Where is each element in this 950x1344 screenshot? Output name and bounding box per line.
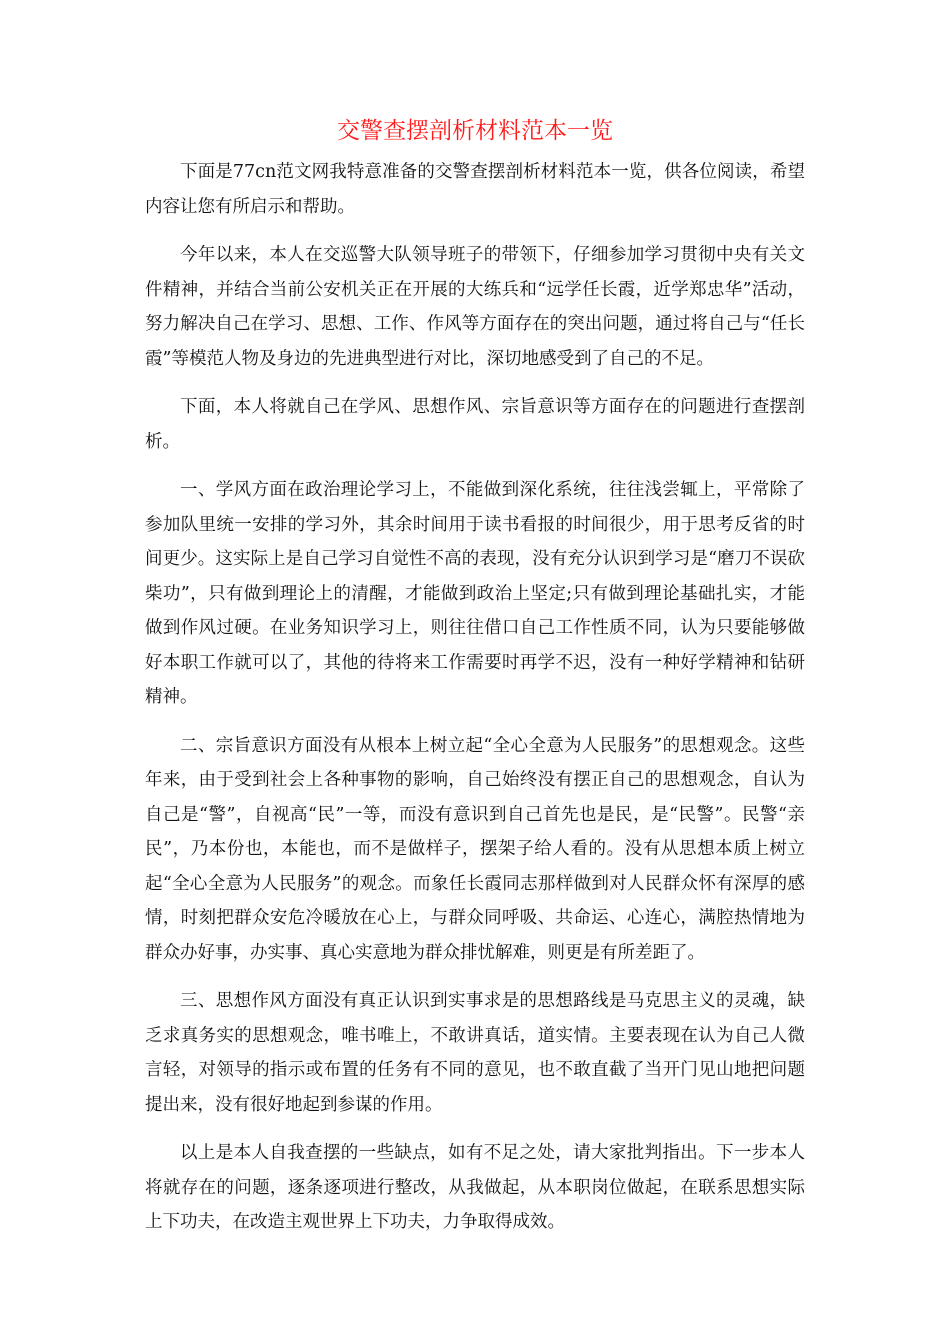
- paragraph-overview: 今年以来，本人在交巡警大队领导班子的带领下，仔细参加学习贯彻中央有关文件精神，并结合当前公安机关正在开展的大练兵和“远学任长霞，近学郑忠华”活动，努力解决自己在学习、思想、工作、作风等方面存在的突出问题，通过将自己与“任长霞”等模范人物及身边的先进典型进行对比，深切地感受到了自己的不足。: [145, 245, 805, 369]
- document-body: [145, 155, 805, 1254]
- paragraph-purpose-awareness: 二、宗旨意识方面没有从根本上树立起“全心全意为人民服务”的思想观念。这些年来，由于受到社会上各种事物的影响，自己始终没有摆正自己的思想观念，自认为自己是“警”，自视高“民”一等，而没有意识到自己首先也是民，是“民警”。民警“亲民”，乃本份也，本能也，而不是做样子，摆架子给人看的。没有从思想本质上树立起“全心全意为人民服务”的观念。而象任长霞同志那样做到对人民群众怀有深厚的感情，时刻把群众安危冷暖放在心上，与群众同呼吸、共命运、心连心，满腔热情地为群众办好事，办实事、真心实意地为群众排忧解难，则更是有所差距了。: [145, 735, 805, 963]
- paragraph-thought-style: 三、思想作风方面没有真正认识到实事求是的思想路线是马克思主义的灵魂，缺乏求真务实的思想观念，唯书唯上，不敢讲真话，道实情。主要表现在认为自己人微言轻，对领导的指示或布置的任务有不同的意见，也不敢直截了当开门见山地把问题提出来，没有很好地起到参谋的作用。: [145, 991, 805, 1115]
- paragraph-study-style: 一、学风方面在政治理论学习上，不能做到深化系统，往往浅尝辄上，平常除了参加队里统一安排的学习外，其余时间用于读书看报的时间很少，用于思考反省的时间更少。这实际上是自己学习自觉性不高的表现，没有充分认识到学习是“磨刀不误砍柴功”，只有做到理论上的清醒，才能做到政治上坚定;只有做到理论基础扎实，才能做到作风过硬。在业务知识学习上，则往往借口自己工作性质不同，认为只要能够做好本职工作就可以了，其他的待将来工作需要时再学不迟，没有一种好学精神和钻研精神。: [145, 480, 805, 707]
- document-title: 交警查摆剖析材料范本一览: [337, 118, 613, 144]
- paragraph-intro: 下面是77cn范文网我特意准备的交警查摆剖析材料范本一览，供各位阅读，希望内容让您有所启示和帮助。: [145, 162, 805, 217]
- paragraph-transition: 下面，本人将就自己在学风、思想作风、宗旨意识等方面存在的问题进行查摆剖析。: [145, 397, 805, 452]
- paragraph-conclusion: 以上是本人自我查摆的一些缺点，如有不足之处，请大家批判指出。下一步本人将就存在的问题，逐条逐项进行整改，从我做起，从本职岗位做起，在联系思想实际上下功夫，在改造主观世界上下功夫，力争取得成效。: [145, 1143, 805, 1232]
